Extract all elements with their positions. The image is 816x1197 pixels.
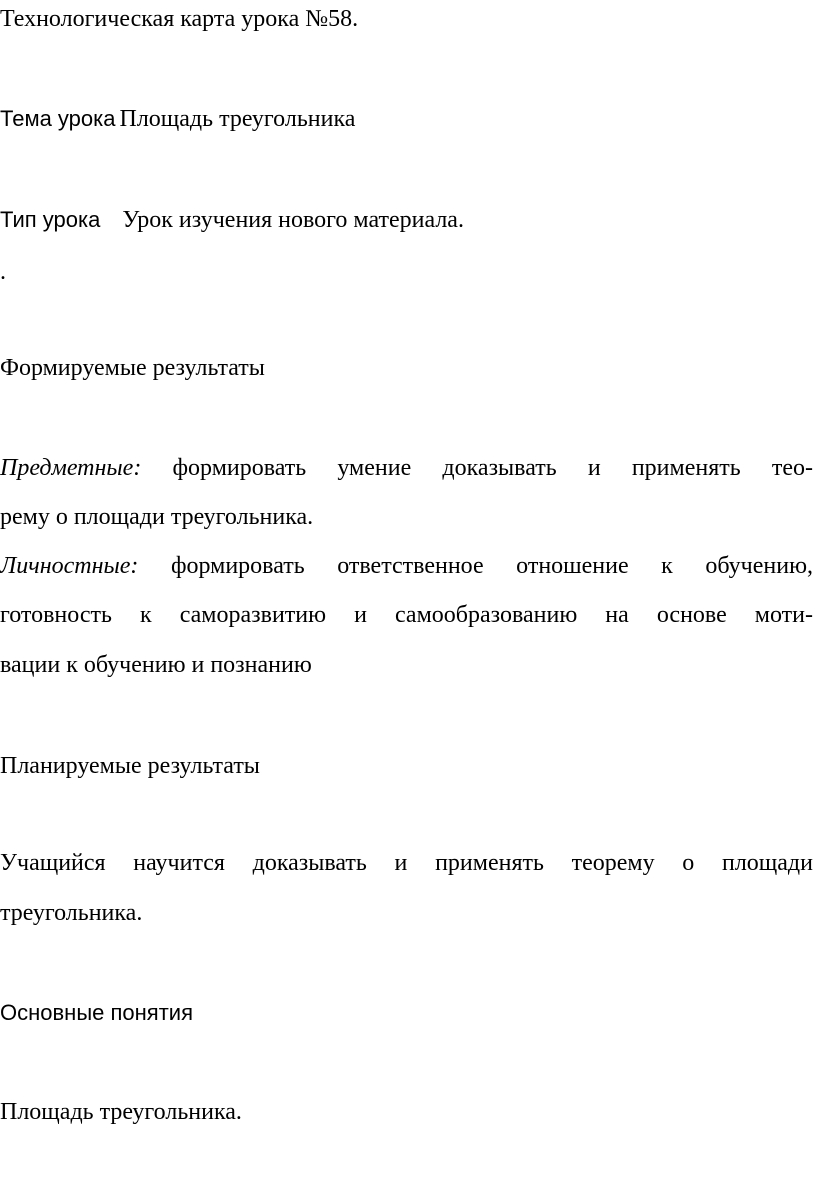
topic-label: Тема урока: [0, 106, 116, 131]
subject-results-line-1: [0, 453, 813, 483]
lesson-type-value: Урок изучения нового материала.: [122, 207, 464, 233]
subject-results-line-2: рему о площади треугольника.: [0, 504, 314, 530]
personal-results-text: формировать ответственное отношение к обучению,: [170, 553, 814, 579]
planned-results-line-2: треугольника.: [0, 900, 143, 926]
page-title: Технологическая карта урока №58.: [0, 6, 359, 32]
concepts-heading: Основные понятия: [0, 1000, 193, 1025]
personal-results-line-3: вации к обучению и познанию: [0, 652, 312, 678]
subject-results-label: Предметные:: [0, 455, 142, 481]
lesson-type-label: Тип урока: [0, 207, 101, 232]
subject-results-text: формировать умение доказывать и применять тео-: [172, 455, 813, 481]
personal-results-line-1: [0, 551, 813, 581]
stray-dot: .: [0, 259, 6, 285]
formed-results-heading: Формируемые результаты: [0, 355, 265, 381]
topic-row: [0, 104, 355, 134]
concepts-value: Площадь треугольника.: [0, 1099, 242, 1125]
personal-results-label: Личностные:: [0, 553, 139, 579]
planned-results-heading: Планируемые результаты: [0, 753, 260, 779]
personal-results-line-2: готовность к саморазвитию и самообразованию на основе моти-: [0, 602, 813, 628]
topic-value: Площадь треугольника: [119, 106, 356, 132]
lesson-type-row: [0, 205, 464, 235]
planned-results-line-1: Учащийся научится доказывать и применять теорему о площади: [0, 850, 813, 876]
